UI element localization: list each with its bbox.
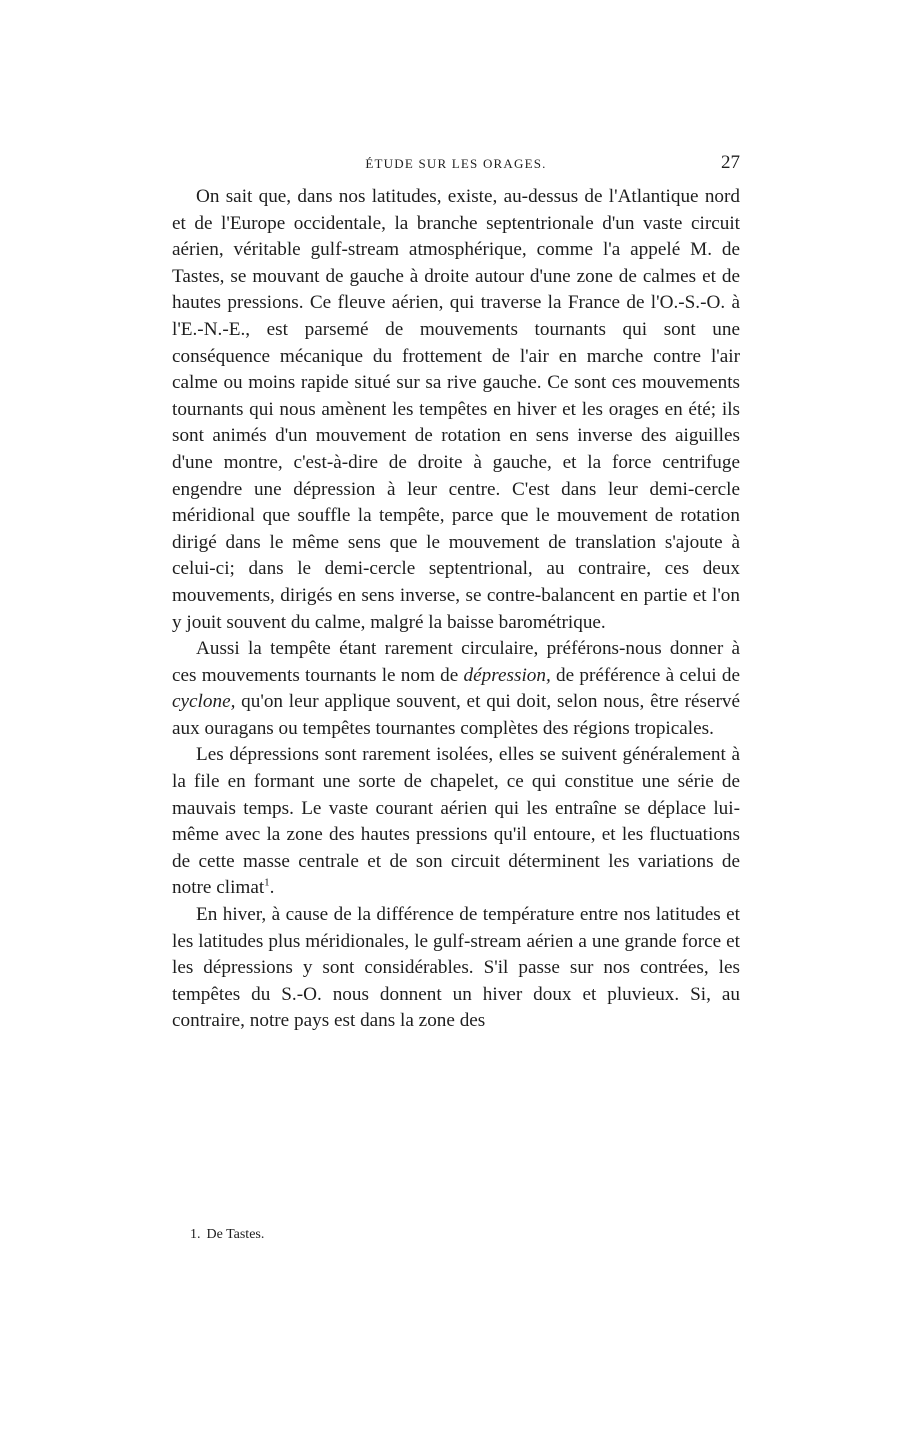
body-text (172, 184, 740, 1035)
footnote-text: De Tastes. (206, 1227, 265, 1242)
paragraph-text: qu'on leur applique souvent, et qui doit, selon nous, être réservé aux ouragans ou tempêtes tournantes complètes des régions tropicales. (172, 691, 740, 739)
paragraph-text: Les dépressions sont rarement isolées, elles se suivent généralement à la file en formant une sorte de chapelet, ce qui constitue une série de mauvais temps. Le vaste courant aérien qui les entraîne se déplace lui-même avec la zone des hautes pressions qu'il entoure, et les fluctuations de cette masse centrale et de son circuit déterminent les variations de notre climat (172, 744, 740, 899)
italic-term: cyclone, (172, 691, 236, 713)
paragraph-text: On sait que, dans nos latitudes, existe, au-dessus de l'Atlantique nord et de l'Europe occidentale, la branche septentrionale d'un vaste circuit aérien, véritable gulf-stream atmosphérique, comme l'a appelé M. de Tastes, se mouvant de gauche à droite autour d'une zone de calmes et de hautes pressions. Ce fleuve aérien, qui traverse la France de l'O.-S.-O. à l'E.-N.-E., est parsemé de mouvements tournants qui sont une conséquence mécanique du frottement de l'air en marche contre l'air calme ou moins rapide situé sur sa rive gauche. Ce sont ces mouvements tournants qui nous amènent les tempêtes en hiver et les orages en été; ils sont animés d'un mouvement de rotation en sens inverse des aiguilles d'une montre, c'est-à-dire de droite à gauche, et la force centrifuge engendre une dépression à leur centre. C'est dans leur demi-cercle méridional que souffle la tempête, parce que le mouvement de rotation dirigé dans le même sens que le mouvement de translation s'ajoute à celui-ci; dans le demi-cercle septentrional, au contraire, ces deux mouvements, dirigés en sens inverse, se contre-balancent en partie et l'on y jouit souvent du calme, malgré la baisse barométrique. (172, 186, 740, 633)
paragraph-text: Aussi la tempête étant rarement circulaire, préférons-nous donner à ces mouvements tournants le nom de (172, 638, 740, 686)
footnote-reference: 1 (264, 877, 270, 890)
paragraph (172, 742, 740, 902)
paragraph-text: . (269, 877, 275, 899)
page-number: 27 (721, 152, 740, 173)
paragraph-text: de préférence à celui de (550, 664, 740, 686)
paragraph (172, 184, 740, 636)
paragraph-text: En hiver, à cause de la différence de température entre nos latitudes et les latitudes plus méridionales, le gulf-stream aérien a une grande force et les dépressions y sont considérables. S'il passe sur nos contrées, les tempêtes du S.-O. nous donnent un hiver doux et pluvieux. Si, au contraire, notre pays est dans la zone des (172, 904, 740, 1032)
paragraph (172, 636, 740, 742)
footnote (190, 1226, 730, 1244)
book-page (172, 150, 740, 1035)
running-header (172, 150, 740, 184)
paragraph (172, 902, 740, 1035)
italic-term: dépression, (463, 664, 551, 686)
footnote-number: 1. (190, 1227, 201, 1242)
running-title: ÉTUDE SUR LES ORAGES. (365, 156, 547, 171)
